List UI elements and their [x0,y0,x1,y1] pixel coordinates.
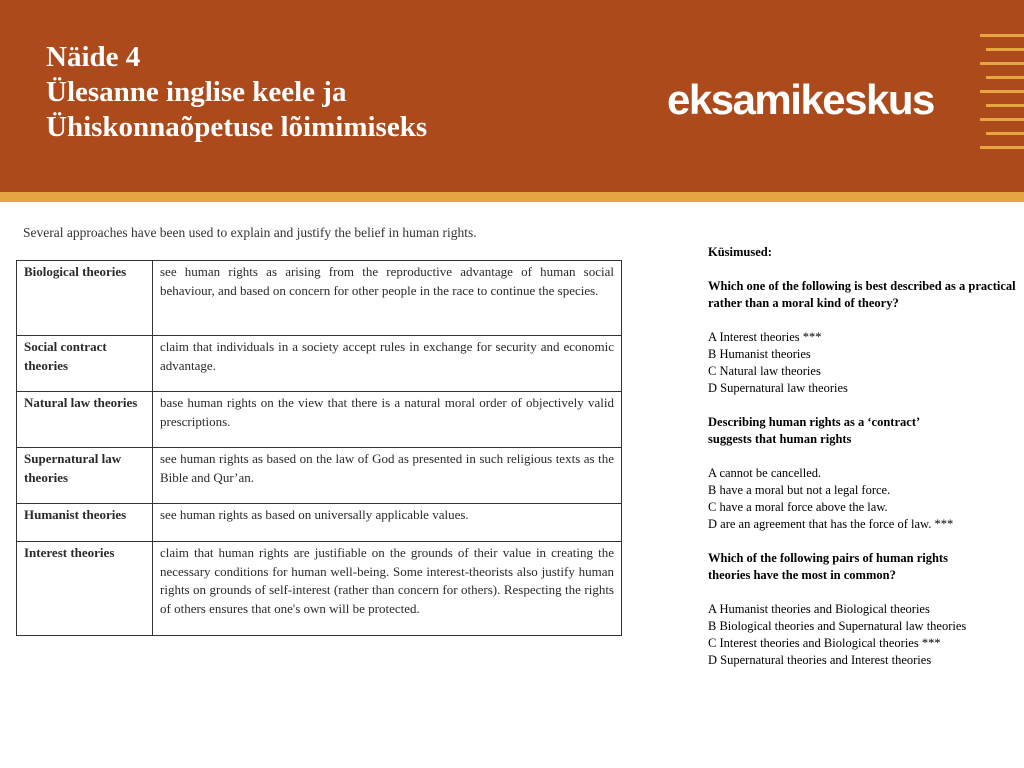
table-row [17,542,622,636]
theory-name: Biological theories [17,261,153,336]
theory-name: Humanist theories [17,504,153,542]
table-row [17,448,622,504]
slide-title [46,40,427,145]
answer-option: B Humanist theories [708,347,811,361]
questions-panel [708,244,1018,669]
table-row [17,504,622,542]
question-text: Describing human rights as a ‘contract’ suggests that human rights [708,415,920,446]
title-line: Näide 4 [46,41,141,73]
intro-text: Several approaches have been used to explain and justify the belief in human rights. [23,225,477,240]
question-text: Which of the following pairs of human rights theories have the most in common? [708,551,948,582]
table-row [17,336,622,392]
theory-description: claim that individuals in a society accept rules in exchange for security and economic advantage. [153,336,622,392]
table-row [17,261,622,336]
theory-description: claim that human rights are justifiable on the grounds of their value in creating the necessary conditions for human well-being. Some interest-theorists also justify human rights on grounds of self-interest (rather than concern for others). Respecting the rights of others ensures that one's own will be protected. [153,542,622,636]
answer-option: A Humanist theories and Biological theories [708,602,930,616]
theory-name: Supernatural law theories [17,448,153,504]
theory-name: Natural law theories [17,392,153,448]
answer-option: A Interest theories *** [708,330,822,344]
answer-option: B Biological theories and Supernatural law theories [708,619,967,633]
answer-option: D are an agreement that has the force of law. *** [708,517,954,531]
theory-description: see human rights as arising from the reproductive advantage of human social behaviour, and based on concern for other people in the race to continue the species. [153,261,622,336]
theory-description: see human rights as based on the law of God as presented in such religious texts as the Bible and Qur’an. [153,448,622,504]
answer-option: A cannot be cancelled. [708,466,822,480]
theory-description: base human rights on the view that there is a natural moral order of objectively valid prescriptions. [153,392,622,448]
theory-name: Social contract theories [17,336,153,392]
header-band [0,0,1024,200]
header-gold-stripe [0,192,1024,202]
theory-name: Interest theories [17,542,153,636]
answer-option: C have a moral force above the law. [708,500,888,514]
answer-option: D Supernatural theories and Interest theories [708,653,932,667]
answer-option: B have a moral but not a legal force. [708,483,891,497]
title-line: Ühiskonnaõpetuse lõimimiseks [46,111,428,143]
title-line: Ülesanne inglise keele ja [46,76,347,108]
question-text: Which one of the following is best described as a practical rather than a moral kind of theory? [708,279,1016,310]
answer-option: C Interest theories and Biological theories *** [708,636,941,650]
logo-stripes-decoration [980,34,1024,160]
table-row [17,392,622,448]
theory-description: see human rights as based on universally applicable values. [153,504,622,542]
answer-option: C Natural law theories [708,364,821,378]
answer-option: D Supernatural law theories [708,381,848,395]
questions-label: Küsimused: [708,245,772,259]
eksamikeskus-logo: eksamikeskus [667,76,934,123]
theories-table [16,260,622,636]
